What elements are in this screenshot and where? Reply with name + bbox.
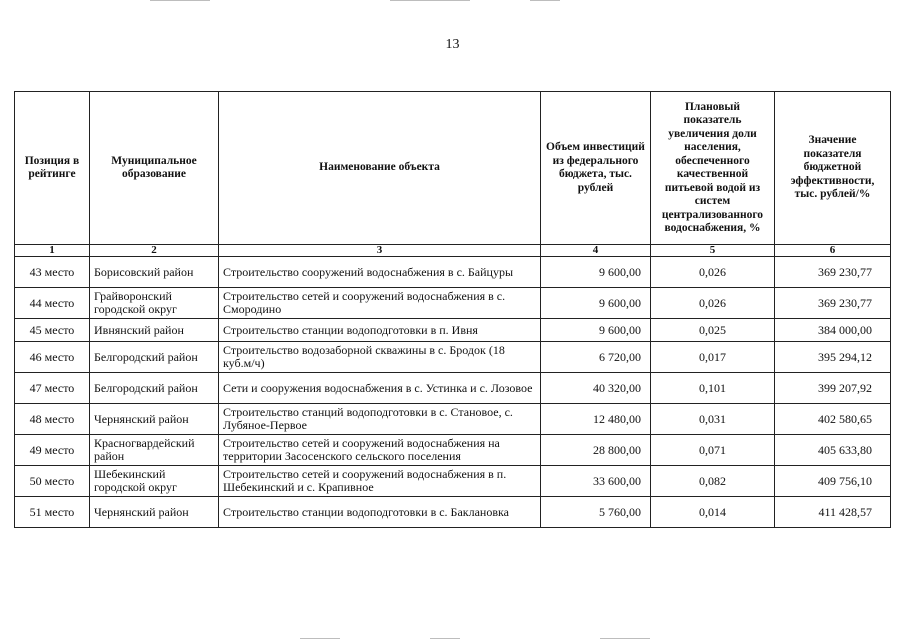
column-number: 6 [775, 245, 891, 257]
header-planned-share: Плановый показатель увеличения доли населения, обеспеченного качественной питьевой водой из систем централизованного водоснабжения, % [651, 92, 775, 245]
scan-mark-top-1 [150, 0, 210, 1]
cell-share: 0,031 [651, 404, 775, 435]
cell-efficiency: 399 207,92 [775, 373, 891, 404]
cell-municipality: Борисовский район [90, 257, 219, 288]
cell-object: Строительство сетей и сооружений водоснабжения на территории Засосенского сельского поселения [219, 435, 541, 466]
cell-efficiency: 369 230,77 [775, 257, 891, 288]
cell-investment: 9 600,00 [541, 288, 651, 319]
cell-share: 0,026 [651, 257, 775, 288]
cell-municipality: Шебекинский городской округ [90, 466, 219, 497]
table-row [15, 435, 891, 466]
scan-mark-bottom-1 [300, 638, 340, 639]
table-row [15, 342, 891, 373]
cell-position: 47 место [15, 373, 90, 404]
cell-investment: 33 600,00 [541, 466, 651, 497]
cell-share: 0,101 [651, 373, 775, 404]
cell-efficiency: 405 633,80 [775, 435, 891, 466]
cell-investment: 9 600,00 [541, 319, 651, 342]
cell-object: Сети и сооружения водоснабжения в с. Устинка и с. Лозовое [219, 373, 541, 404]
cell-efficiency: 384 000,00 [775, 319, 891, 342]
cell-position: 43 место [15, 257, 90, 288]
cell-investment: 9 600,00 [541, 257, 651, 288]
table-row [15, 319, 891, 342]
cell-share: 0,014 [651, 497, 775, 528]
cell-position: 51 место [15, 497, 90, 528]
cell-object: Строительство водозаборной скважины в с. Бродок (18 куб.м/ч) [219, 342, 541, 373]
column-number: 2 [90, 245, 219, 257]
header-investment: Объем инвестиций из федерального бюджета, тыс. рублей [541, 92, 651, 245]
cell-object: Строительство сооружений водоснабжения в с. Байцуры [219, 257, 541, 288]
cell-municipality: Грайворонский городской округ [90, 288, 219, 319]
header-object-name: Наименование объекта [219, 92, 541, 245]
table-row [15, 373, 891, 404]
cell-efficiency: 402 580,65 [775, 404, 891, 435]
table-row [15, 466, 891, 497]
table-row [15, 257, 891, 288]
page-number: 13 [445, 37, 460, 52]
cell-position: 45 место [15, 319, 90, 342]
cell-share: 0,026 [651, 288, 775, 319]
ranking-table [14, 91, 891, 528]
column-number: 3 [219, 245, 541, 257]
column-number: 1 [15, 245, 90, 257]
cell-share: 0,082 [651, 466, 775, 497]
cell-position: 46 место [15, 342, 90, 373]
cell-municipality: Красногвардейский район [90, 435, 219, 466]
cell-position: 48 место [15, 404, 90, 435]
cell-position: 50 место [15, 466, 90, 497]
cell-municipality: Белгородский район [90, 373, 219, 404]
column-number: 5 [651, 245, 775, 257]
cell-efficiency: 409 756,10 [775, 466, 891, 497]
cell-municipality: Чернянский район [90, 497, 219, 528]
cell-share: 0,017 [651, 342, 775, 373]
cell-object: Строительство станции водоподготовки в п. Ивня [219, 319, 541, 342]
cell-efficiency: 395 294,12 [775, 342, 891, 373]
cell-investment: 6 720,00 [541, 342, 651, 373]
scan-mark-bottom-2 [430, 638, 460, 639]
cell-efficiency: 369 230,77 [775, 288, 891, 319]
cell-investment: 28 800,00 [541, 435, 651, 466]
cell-investment: 12 480,00 [541, 404, 651, 435]
table-row [15, 288, 891, 319]
header-efficiency: Значение показателя бюджетной эффективности, тыс. рублей/% [775, 92, 891, 245]
cell-efficiency: 411 428,57 [775, 497, 891, 528]
cell-share: 0,025 [651, 319, 775, 342]
scan-mark-top-2 [390, 0, 470, 1]
cell-investment: 5 760,00 [541, 497, 651, 528]
cell-investment: 40 320,00 [541, 373, 651, 404]
cell-municipality: Белгородский район [90, 342, 219, 373]
cell-share: 0,071 [651, 435, 775, 466]
cell-object: Строительство сетей и сооружений водоснабжения в п. Шебекинский и с. Крапивное [219, 466, 541, 497]
table-header-row [15, 92, 891, 245]
cell-municipality: Ивнянский район [90, 319, 219, 342]
scan-mark-top-3 [530, 0, 560, 1]
cell-object: Строительство сетей и сооружений водоснабжения в с. Смородино [219, 288, 541, 319]
table-row [15, 497, 891, 528]
column-number-row [15, 245, 891, 257]
table-row [15, 404, 891, 435]
header-municipality: Муниципальное образование [90, 92, 219, 245]
scan-mark-bottom-3 [600, 638, 650, 639]
cell-object: Строительство станции водоподготовки в с. Баклановка [219, 497, 541, 528]
header-position: Позиция в рейтинге [15, 92, 90, 245]
cell-position: 49 место [15, 435, 90, 466]
column-number: 4 [541, 245, 651, 257]
cell-object: Строительство станций водоподготовки в с. Становое, с. Лубяное-Первое [219, 404, 541, 435]
cell-position: 44 место [15, 288, 90, 319]
cell-municipality: Чернянский район [90, 404, 219, 435]
